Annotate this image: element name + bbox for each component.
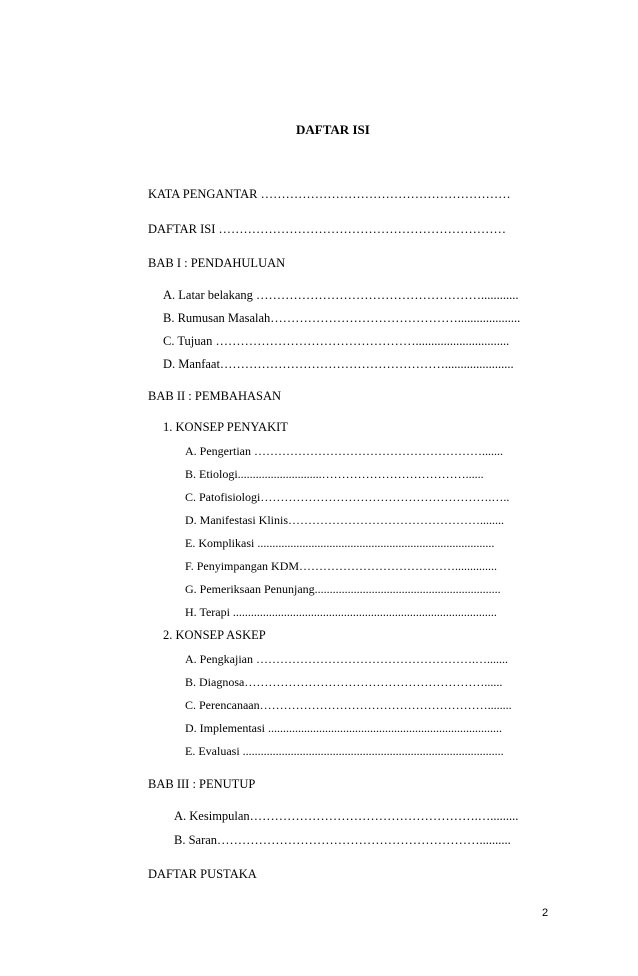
toc-entry-terapi: H. Terapi ........................................................................................ — [185, 605, 497, 619]
toc-entry-saran: B. Saran……………………………………………………….......... — [174, 833, 511, 847]
toc-entry-tujuan: C. Tujuan ………………………………………….............................. — [163, 334, 510, 348]
toc-chapter-bab-2: BAB II : PEMBAHASAN — [148, 389, 282, 403]
toc-entry-rumusan-masalah: B. Rumusan Masalah……………………………………….................... — [163, 311, 521, 325]
toc-entry-daftar-isi: DAFTAR ISI …………………………………………………………… — [148, 222, 507, 236]
toc-entry-komplikasi: E. Komplikasi ............................................................................... — [185, 536, 495, 550]
toc-entry-implementasi: D. Implementasi .............................................................................. — [185, 721, 502, 735]
toc-chapter-bab-1: BAB I : PENDAHULUAN — [148, 256, 286, 270]
toc-entry-patofisiologi: C. Patofisiologi………………………………………………….….. — [185, 490, 510, 504]
toc-entry-penyimpangan-kdm: F. Penyimpangan KDM………………………………….............. — [185, 559, 498, 573]
toc-entry-kata-pengantar: KATA PENGANTAR …………………………………………………… — [148, 187, 511, 201]
toc-entry-diagnosa: B. Diagnosa……………………………………………………...... — [185, 675, 503, 689]
toc-entry-kesimpulan: A. Kesimpulan……………………………………………….…......... — [174, 809, 519, 823]
toc-entry-pengkajian: A. Pengkajian ……………………………………………….…....... — [185, 652, 508, 666]
page-number: 2 — [542, 907, 549, 919]
toc-entry-etiologi: B. Etiologi............................………………………………...... — [185, 467, 484, 481]
toc-entry-manifestasi-klinis: D. Manifestasi Klinis…………………………………………........ — [185, 513, 504, 527]
toc-section-konsep-askep: 2. KONSEP ASKEP — [163, 628, 266, 642]
page-title: DAFTAR ISI — [296, 122, 370, 137]
toc-entry-pemeriksaan-penunjang: G. Pemeriksaan Penunjang.............................................................. — [185, 582, 501, 596]
toc-chapter-bab-3: BAB III : PENUTUP — [148, 777, 256, 791]
toc-entry-daftar-pustaka: DAFTAR PUSTAKA — [148, 867, 257, 881]
toc-entry-manfaat: D. Manfaat………………………………………………...................... — [163, 357, 514, 371]
toc-entry-pengertian: A. Pengertian …………………………………………………....... — [185, 444, 503, 458]
toc-section-konsep-penyakit: 1. KONSEP PENYAKIT — [163, 420, 288, 434]
toc-entry-perencanaan: C. Perencanaan…………………………………………………........ — [185, 698, 512, 712]
toc-entry-evaluasi: E. Evaluasi ....................................................................................... — [185, 744, 504, 758]
toc-entry-latar-belakang: A. Latar belakang ………………………………………………............ — [163, 288, 519, 302]
